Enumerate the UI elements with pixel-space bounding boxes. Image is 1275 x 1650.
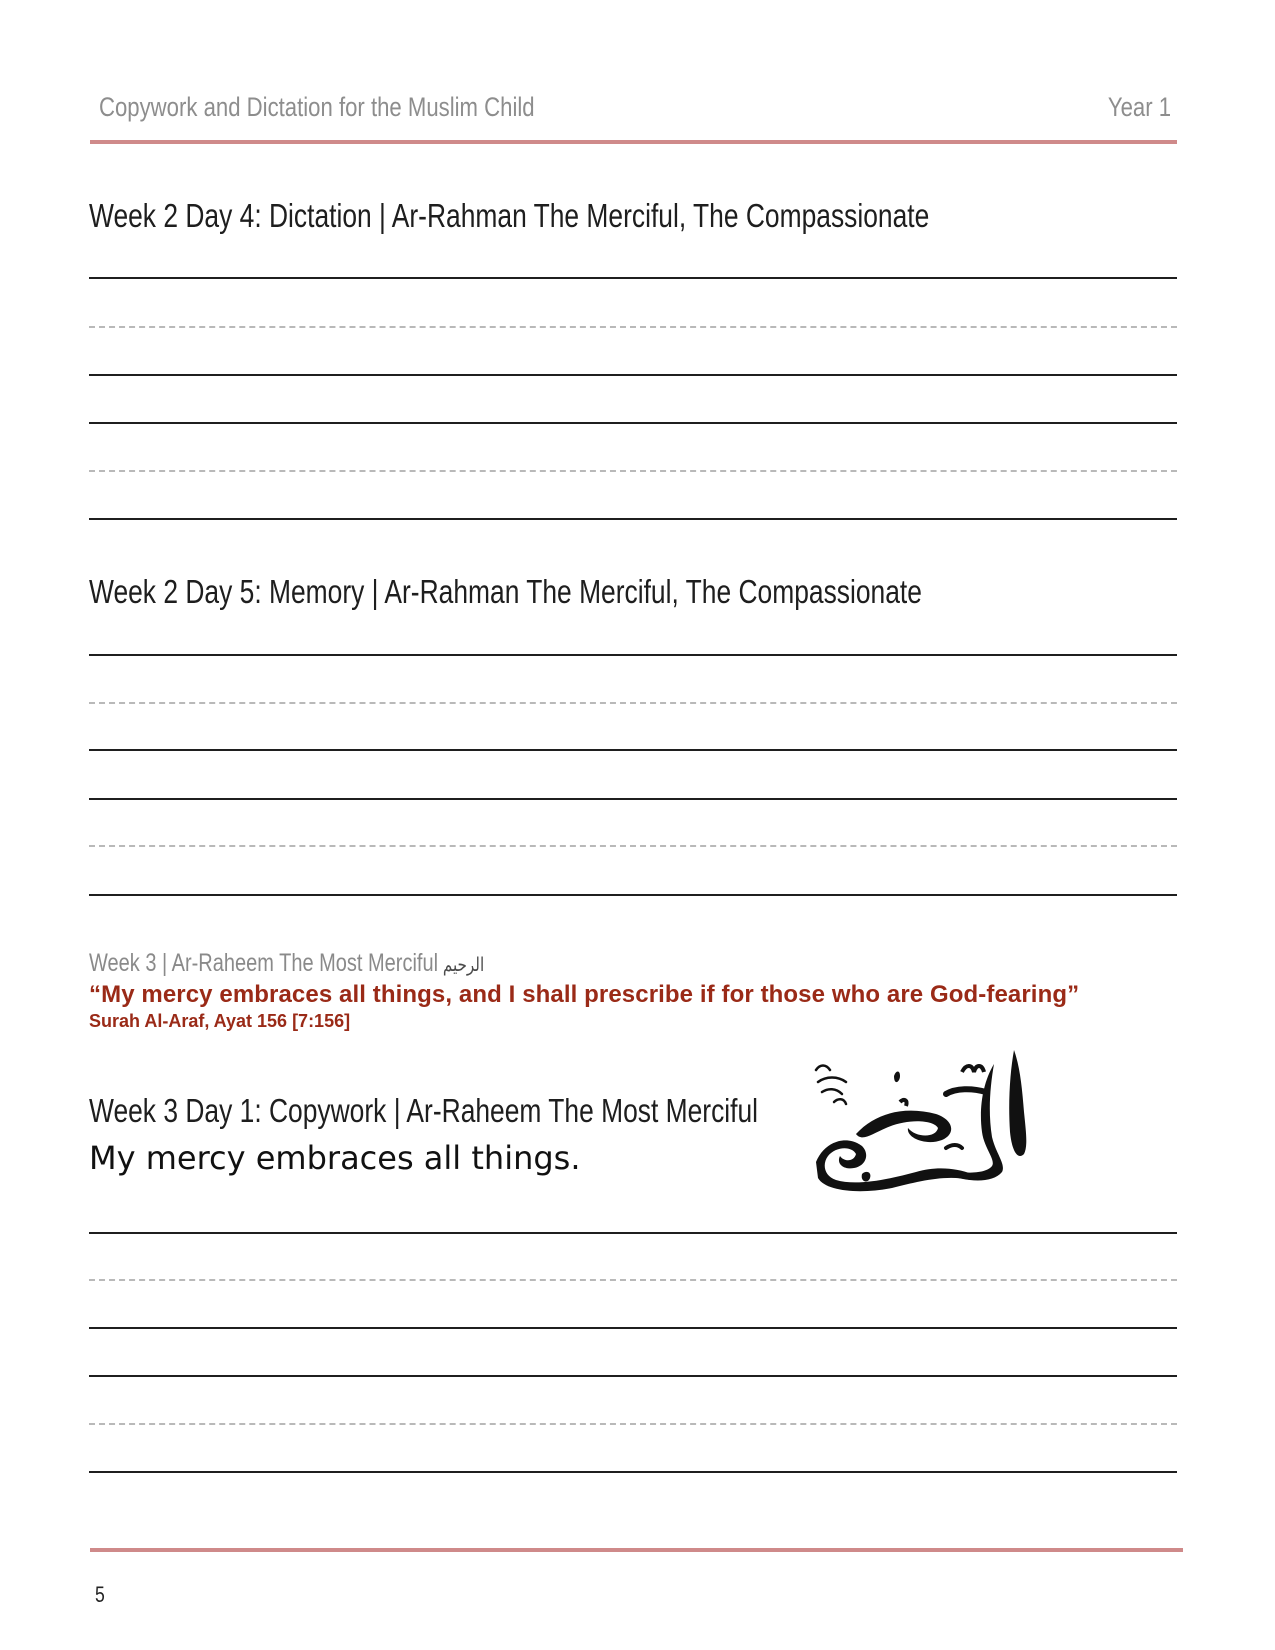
- copywork-sentence: My mercy embraces all things.: [89, 1139, 581, 1177]
- header-rule: [90, 140, 1177, 144]
- writing-line-base: [89, 1471, 1177, 1473]
- week3-heading-text: Week 3 | Ar-Raheem The Most Merciful: [89, 949, 439, 977]
- quote-reference: Surah Al-Araf, Ayat 156 [7:156]: [89, 1011, 351, 1031]
- writing-line-base: [89, 518, 1177, 520]
- calligraphy-ar-raheem-image: [796, 1042, 1041, 1202]
- footer-rule: [90, 1548, 1183, 1552]
- writing-line-top: [89, 1232, 1177, 1234]
- writing-line-base: [89, 749, 1177, 751]
- section-title-copywork: Week 3 Day 1: Copywork | Ar-Raheem The Most Merciful: [89, 1092, 759, 1129]
- quran-quote: “My mercy embraces all things, and I shall prescribe if for those who are God-fearing”: [89, 981, 1080, 1008]
- writing-line-top: [89, 422, 1177, 424]
- writing-line-mid: [89, 845, 1177, 847]
- writing-line-base: [89, 894, 1177, 896]
- writing-line-top: [89, 798, 1177, 800]
- writing-line-mid: [89, 702, 1177, 704]
- week3-heading: [89, 949, 484, 978]
- writing-line-mid: [89, 326, 1177, 328]
- writing-line-mid: [89, 470, 1177, 472]
- writing-line-top: [89, 277, 1177, 279]
- section-title-dictation: Week 2 Day 4: Dictation | Ar-Rahman The Merciful, The Compassionate: [89, 197, 930, 234]
- document-title: Copywork and Dictation for the Muslim Child: [99, 92, 535, 122]
- writing-line-mid: [89, 1423, 1177, 1425]
- year-label: Year 1: [1107, 92, 1171, 122]
- week3-arabic-name: الرحيم: [442, 954, 485, 976]
- writing-line-base: [89, 1327, 1177, 1329]
- page-number: 5: [95, 1582, 105, 1607]
- section-title-memory: Week 2 Day 5: Memory | Ar-Rahman The Merciful, The Compassionate: [89, 573, 922, 610]
- writing-line-mid: [89, 1279, 1177, 1281]
- writing-line-top: [89, 1375, 1177, 1377]
- writing-line-top: [89, 654, 1177, 656]
- writing-line-base: [89, 374, 1177, 376]
